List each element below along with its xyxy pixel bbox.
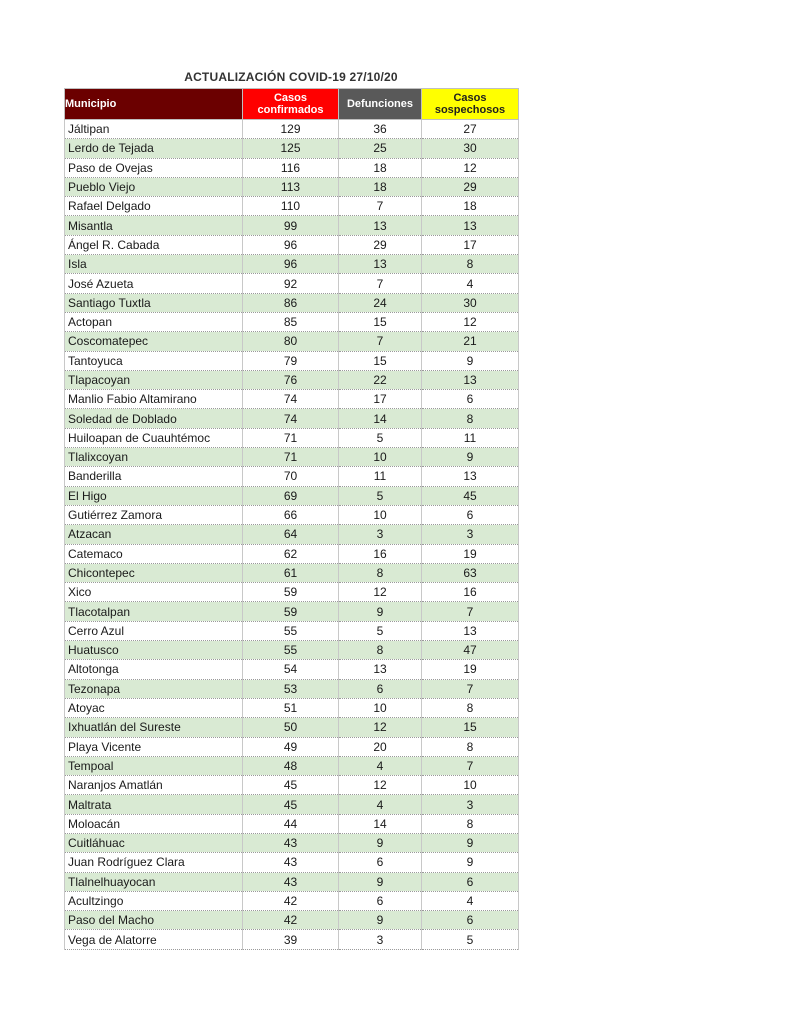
cell-defunciones: 20: [339, 737, 422, 756]
header-municipio-label: Municipio: [65, 98, 117, 110]
cell-defunciones: 18: [339, 158, 422, 177]
cell-defunciones: 12: [339, 583, 422, 602]
cell-casos-confirmados: 59: [243, 602, 339, 621]
table-row: [65, 563, 519, 582]
cell-casos-sospechosos: 6: [422, 872, 519, 891]
cell-municipio: Playa Vicente: [65, 737, 243, 756]
cell-municipio: Juan Rodríguez Clara: [65, 853, 243, 872]
cell-municipio: Pueblo Viejo: [65, 177, 243, 196]
cell-casos-sospechosos: 13: [422, 467, 519, 486]
cell-casos-sospechosos: 29: [422, 177, 519, 196]
cell-casos-sospechosos: 13: [422, 370, 519, 389]
cell-municipio: Cerro Azul: [65, 621, 243, 640]
cell-defunciones: 9: [339, 833, 422, 852]
cell-defunciones: 4: [339, 795, 422, 814]
cell-defunciones: 13: [339, 216, 422, 235]
header-sospechosos-line1: Casos: [453, 92, 487, 104]
cell-defunciones: 17: [339, 390, 422, 409]
cell-casos-sospechosos: 7: [422, 756, 519, 775]
cell-casos-confirmados: 54: [243, 660, 339, 679]
cell-defunciones: 11: [339, 467, 422, 486]
cell-defunciones: 13: [339, 255, 422, 274]
cell-defunciones: 5: [339, 486, 422, 505]
cell-casos-sospechosos: 30: [422, 139, 519, 158]
cell-casos-sospechosos: 16: [422, 583, 519, 602]
cell-casos-sospechosos: 63: [422, 563, 519, 582]
cell-casos-confirmados: 43: [243, 872, 339, 891]
cell-municipio: Ángel R. Cabada: [65, 235, 243, 254]
cell-casos-confirmados: 86: [243, 293, 339, 312]
cell-casos-sospechosos: 12: [422, 312, 519, 331]
cell-municipio: Vega de Alatorre: [65, 930, 243, 949]
cell-casos-sospechosos: 3: [422, 795, 519, 814]
cell-casos-confirmados: 43: [243, 833, 339, 852]
cell-defunciones: 7: [339, 197, 422, 216]
table-row: [65, 756, 519, 775]
cell-casos-confirmados: 71: [243, 448, 339, 467]
table-row: [65, 660, 519, 679]
cell-casos-confirmados: 79: [243, 351, 339, 370]
table-row: [65, 120, 519, 139]
cell-casos-confirmados: 85: [243, 312, 339, 331]
cell-casos-sospechosos: 21: [422, 332, 519, 351]
cell-defunciones: 6: [339, 891, 422, 910]
cell-casos-sospechosos: 27: [422, 120, 519, 139]
cell-municipio: Tezonapa: [65, 679, 243, 698]
cell-defunciones: 3: [339, 525, 422, 544]
table-row: [65, 583, 519, 602]
cell-defunciones: 14: [339, 409, 422, 428]
cell-casos-confirmados: 42: [243, 891, 339, 910]
table-row: [65, 467, 519, 486]
cell-municipio: Paso de Ovejas: [65, 158, 243, 177]
table-row: [65, 718, 519, 737]
cell-casos-confirmados: 55: [243, 641, 339, 660]
cell-casos-sospechosos: 9: [422, 351, 519, 370]
table-row: [65, 679, 519, 698]
cell-casos-sospechosos: 17: [422, 235, 519, 254]
cell-defunciones: 14: [339, 814, 422, 833]
cell-casos-confirmados: 44: [243, 814, 339, 833]
header-municipio: [65, 89, 243, 120]
header-casos-confirmados: [243, 89, 339, 120]
table-row: [65, 525, 519, 544]
header-confirmados-line2: confirmados: [257, 104, 324, 116]
cell-casos-sospechosos: 8: [422, 409, 519, 428]
table-row: [65, 448, 519, 467]
cell-municipio: Naranjos Amatlán: [65, 776, 243, 795]
cell-municipio: Paso del Macho: [65, 911, 243, 930]
table-row: [65, 293, 519, 312]
cell-defunciones: 22: [339, 370, 422, 389]
cell-municipio: Jáltipan: [65, 120, 243, 139]
cell-casos-confirmados: 42: [243, 911, 339, 930]
cell-casos-confirmados: 69: [243, 486, 339, 505]
cell-municipio: Tlalnelhuayocan: [65, 872, 243, 891]
cell-casos-confirmados: 76: [243, 370, 339, 389]
cell-defunciones: 9: [339, 602, 422, 621]
table-row: [65, 390, 519, 409]
cell-casos-confirmados: 45: [243, 795, 339, 814]
cell-casos-sospechosos: 9: [422, 833, 519, 852]
table-row: [65, 602, 519, 621]
cell-municipio: Cuitláhuac: [65, 833, 243, 852]
table-row: [65, 698, 519, 717]
cell-casos-sospechosos: 4: [422, 274, 519, 293]
cell-municipio: Gutiérrez Zamora: [65, 505, 243, 524]
cell-defunciones: 6: [339, 853, 422, 872]
cell-casos-sospechosos: 6: [422, 390, 519, 409]
cell-defunciones: 18: [339, 177, 422, 196]
cell-municipio: Tlalixcoyan: [65, 448, 243, 467]
cell-municipio: Huiloapan de Cuauhtémoc: [65, 428, 243, 447]
cell-casos-confirmados: 74: [243, 390, 339, 409]
cell-casos-sospechosos: 7: [422, 602, 519, 621]
cell-casos-confirmados: 45: [243, 776, 339, 795]
cell-casos-sospechosos: 12: [422, 158, 519, 177]
cell-municipio: Altotonga: [65, 660, 243, 679]
cell-municipio: Catemaco: [65, 544, 243, 563]
cell-casos-confirmados: 129: [243, 120, 339, 139]
table-row: [65, 370, 519, 389]
header-sospechosos-line2: sospechosos: [434, 104, 506, 116]
cell-casos-sospechosos: 10: [422, 776, 519, 795]
cell-casos-sospechosos: 9: [422, 448, 519, 467]
cell-casos-sospechosos: 8: [422, 698, 519, 717]
cell-defunciones: 36: [339, 120, 422, 139]
cell-municipio: Atoyac: [65, 698, 243, 717]
cell-casos-sospechosos: 7: [422, 679, 519, 698]
cell-municipio: Xico: [65, 583, 243, 602]
table-row: [65, 486, 519, 505]
cell-defunciones: 24: [339, 293, 422, 312]
cell-casos-confirmados: 71: [243, 428, 339, 447]
cell-casos-sospechosos: 8: [422, 255, 519, 274]
cell-defunciones: 9: [339, 872, 422, 891]
cell-defunciones: 8: [339, 563, 422, 582]
cell-casos-confirmados: 74: [243, 409, 339, 428]
covid-table: [64, 88, 519, 950]
cell-defunciones: 12: [339, 776, 422, 795]
cell-municipio: Tantoyuca: [65, 351, 243, 370]
cell-municipio: Acultzingo: [65, 891, 243, 910]
cell-casos-confirmados: 92: [243, 274, 339, 293]
cell-defunciones: 13: [339, 660, 422, 679]
header-confirmados-line1: Casos: [273, 92, 308, 104]
cell-defunciones: 3: [339, 930, 422, 949]
table-row: [65, 737, 519, 756]
page-title: ACTUALIZACIÓN COVID-19 27/10/20: [184, 70, 398, 84]
table-row: [65, 853, 519, 872]
cell-casos-sospechosos: 6: [422, 911, 519, 930]
cell-casos-sospechosos: 47: [422, 641, 519, 660]
cell-municipio: Ixhuatlán del Sureste: [65, 718, 243, 737]
cell-casos-confirmados: 96: [243, 235, 339, 254]
cell-municipio: El Higo: [65, 486, 243, 505]
cell-municipio: Atzacan: [65, 525, 243, 544]
cell-municipio: Manlio Fabio Altamirano: [65, 390, 243, 409]
cell-casos-sospechosos: 8: [422, 814, 519, 833]
table-row: [65, 833, 519, 852]
cell-municipio: Chicontepec: [65, 563, 243, 582]
table-row: [65, 274, 519, 293]
cell-casos-sospechosos: 11: [422, 428, 519, 447]
cell-casos-sospechosos: 13: [422, 216, 519, 235]
table-row: [65, 891, 519, 910]
table-row: [65, 911, 519, 930]
cell-casos-confirmados: 49: [243, 737, 339, 756]
table-row: [65, 641, 519, 660]
table-row: [65, 216, 519, 235]
cell-defunciones: 7: [339, 332, 422, 351]
cell-casos-sospechosos: 5: [422, 930, 519, 949]
cell-casos-confirmados: 39: [243, 930, 339, 949]
cell-casos-sospechosos: 13: [422, 621, 519, 640]
cell-casos-confirmados: 96: [243, 255, 339, 274]
cell-casos-sospechosos: 19: [422, 660, 519, 679]
table-row: [65, 158, 519, 177]
table-row: [65, 312, 519, 331]
cell-casos-sospechosos: 19: [422, 544, 519, 563]
table-row: [65, 235, 519, 254]
cell-casos-confirmados: 99: [243, 216, 339, 235]
cell-casos-sospechosos: 30: [422, 293, 519, 312]
table-row: [65, 428, 519, 447]
cell-defunciones: 6: [339, 679, 422, 698]
cell-casos-confirmados: 125: [243, 139, 339, 158]
cell-casos-confirmados: 53: [243, 679, 339, 698]
cell-casos-sospechosos: 8: [422, 737, 519, 756]
cell-defunciones: 5: [339, 428, 422, 447]
cell-casos-confirmados: 59: [243, 583, 339, 602]
cell-casos-confirmados: 113: [243, 177, 339, 196]
table-body: [65, 120, 519, 950]
table-row: [65, 351, 519, 370]
cell-casos-confirmados: 61: [243, 563, 339, 582]
cell-defunciones: 9: [339, 911, 422, 930]
cell-casos-sospechosos: 45: [422, 486, 519, 505]
table-row: [65, 544, 519, 563]
cell-defunciones: 5: [339, 621, 422, 640]
cell-defunciones: 10: [339, 698, 422, 717]
cell-casos-confirmados: 66: [243, 505, 339, 524]
cell-municipio: Santiago Tuxtla: [65, 293, 243, 312]
table-row: [65, 776, 519, 795]
table-row: [65, 872, 519, 891]
cell-defunciones: 10: [339, 448, 422, 467]
table-row: [65, 409, 519, 428]
table-row: [65, 621, 519, 640]
cell-defunciones: 12: [339, 718, 422, 737]
cell-casos-confirmados: 62: [243, 544, 339, 563]
cell-defunciones: 8: [339, 641, 422, 660]
cell-defunciones: 15: [339, 351, 422, 370]
table-row: [65, 332, 519, 351]
table-row: [65, 177, 519, 196]
cell-casos-confirmados: 70: [243, 467, 339, 486]
cell-municipio: José Azueta: [65, 274, 243, 293]
table-row: [65, 255, 519, 274]
table-row: [65, 814, 519, 833]
table-row: [65, 505, 519, 524]
cell-municipio: Tlapacoyan: [65, 370, 243, 389]
cell-municipio: Soledad de Doblado: [65, 409, 243, 428]
cell-municipio: Actopan: [65, 312, 243, 331]
cell-municipio: Isla: [65, 255, 243, 274]
cell-casos-sospechosos: 9: [422, 853, 519, 872]
cell-casos-sospechosos: 6: [422, 505, 519, 524]
cell-casos-confirmados: 55: [243, 621, 339, 640]
cell-municipio: Misantla: [65, 216, 243, 235]
cell-defunciones: 10: [339, 505, 422, 524]
cell-defunciones: 29: [339, 235, 422, 254]
cell-municipio: Moloacán: [65, 814, 243, 833]
cell-casos-confirmados: 51: [243, 698, 339, 717]
table-row: [65, 139, 519, 158]
cell-casos-confirmados: 50: [243, 718, 339, 737]
cell-casos-confirmados: 43: [243, 853, 339, 872]
table-row: [65, 795, 519, 814]
header-defunciones: [339, 89, 422, 120]
header-defunciones-label: Defunciones: [346, 98, 413, 110]
cell-municipio: Banderilla: [65, 467, 243, 486]
cell-defunciones: 16: [339, 544, 422, 563]
header-row: [65, 89, 519, 120]
cell-municipio: Rafael Delgado: [65, 197, 243, 216]
cell-municipio: Tempoal: [65, 756, 243, 775]
cell-municipio: Huatusco: [65, 641, 243, 660]
cell-municipio: Lerdo de Tejada: [65, 139, 243, 158]
cell-casos-sospechosos: 15: [422, 718, 519, 737]
cell-casos-confirmados: 48: [243, 756, 339, 775]
cell-defunciones: 15: [339, 312, 422, 331]
cell-municipio: Tlacotalpan: [65, 602, 243, 621]
cell-defunciones: 7: [339, 274, 422, 293]
table-row: [65, 197, 519, 216]
cell-casos-sospechosos: 4: [422, 891, 519, 910]
cell-casos-sospechosos: 3: [422, 525, 519, 544]
cell-casos-confirmados: 80: [243, 332, 339, 351]
cell-casos-confirmados: 110: [243, 197, 339, 216]
cell-casos-confirmados: 64: [243, 525, 339, 544]
header-casos-sospechosos: [422, 89, 519, 120]
cell-municipio: Maltrata: [65, 795, 243, 814]
cell-municipio: Coscomatepec: [65, 332, 243, 351]
cell-casos-confirmados: 116: [243, 158, 339, 177]
cell-defunciones: 25: [339, 139, 422, 158]
cell-defunciones: 4: [339, 756, 422, 775]
table-row: [65, 930, 519, 949]
cell-casos-sospechosos: 18: [422, 197, 519, 216]
